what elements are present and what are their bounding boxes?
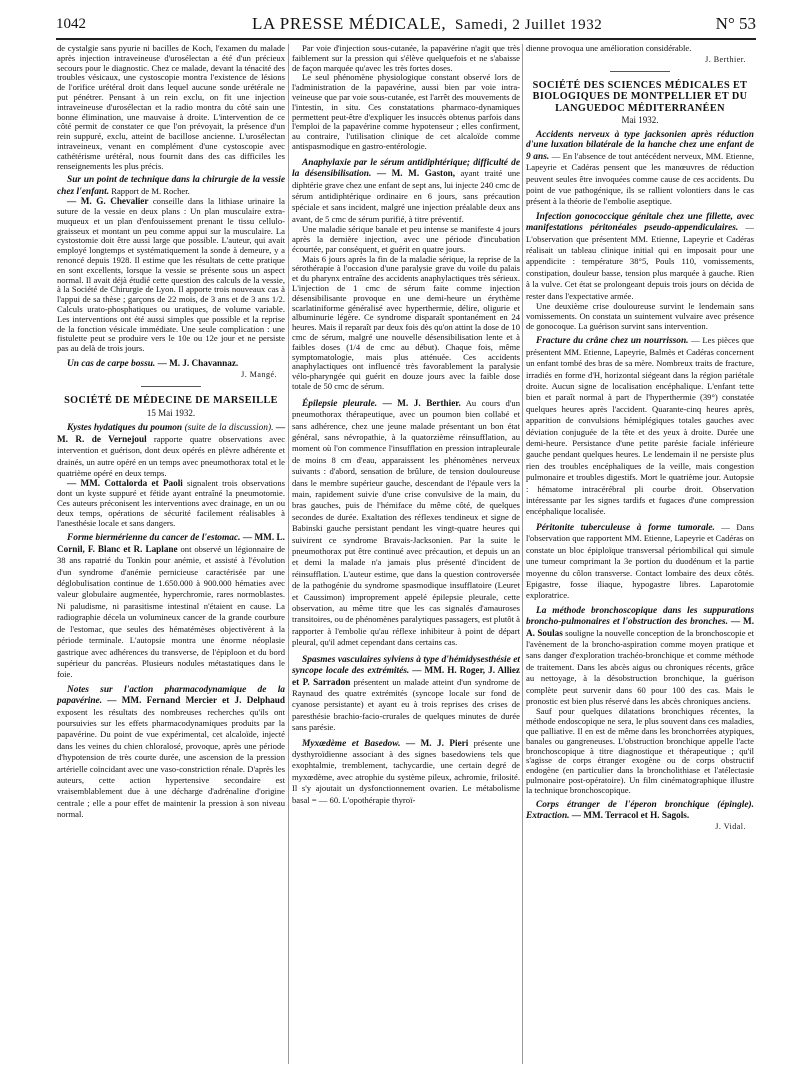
paragraph-text: signalent trois observations dont un kyste suppuré et fétide ayant entraîné la pneumotomie. Ces auteurs préconisent les interventions avec drainage, en un ou deux temps, opérations de sécurité facilement réalisables à l'anesthésie locale et sans dangers. — [57, 478, 285, 528]
article-title-text: Corps étranger de l'éperon bronchique (épingle). Extraction. — [526, 799, 754, 821]
paragraph-text: conseille dans la lithiase urinaire la suture de la vessie en deux plans : Un plan musculaire extra-muqueux et un plan d'enfouissement prenant le tissu cellulo-graisseux et montant un peu comme appui sur la musculaire. La cystostomie doit être aussi large que possible. L'auteur, qui avait employé longtemps et systématiquement la sonde à demeure, y a renoncé depuis 1928. Il estime que les résultats de cette pratique en sont excellents, lorsque la vessie se présente sous un aspect normal. Il avait déjà étudié cette question des calculs de la vessie, à la Société de Chirurgie de Lyon. Il apporte trois nouveaux cas à l'appui de sa thèse ; garçons de 22 mois, de 3 ans et de 3 ans 1/2. Calculs urato-phosphatiques ou uratiques, de volume variable. Les interventions ont été aussi simples que possible et la reprise de la fonction vésicale immédiate. Une seule complication : une fistulette peut se produire vers le 10e ou 12e jour et ne persiste pas au delà de trois jours. — [57, 196, 285, 354]
article-title-text: La méthode bronchoscopique dans les suppurations broncho-pulmonaires et l'obstruction des bronches. — [526, 605, 754, 628]
paragraph: Une deuxième crise douloureuse survint le lendemain sans vomissements. On constata un suintement vulvaire avec présence de gonocoque. La guérison survint sans intervention. — [526, 300, 754, 331]
article-title — [526, 800, 754, 822]
article-title-text: Fracture du crâne chez un nourrisson. — [536, 336, 689, 347]
article-title-text: Myxœdème et Basedow. — [302, 738, 401, 749]
author: — MM. L. Cornil, F. Blanc et R. Laplane — [57, 532, 285, 554]
signature: J. Berthier. — [705, 54, 746, 64]
article-title — [526, 606, 754, 708]
paragraph — [57, 197, 285, 354]
article-title-text: Notes sur l'action pharmacodynamique de la papavérine. — [57, 684, 285, 707]
article-title-text: Épilepsie pleurale. — [302, 398, 378, 409]
paragraph-text: rapporte quatre observations avec intervention et guérison, dont deux opérés en plèvre adhérente et drainés, un autre opéré en un temps avec pneumothorax total et le quatrième opéré en deux temps. — [57, 433, 286, 479]
header-rule — [56, 38, 756, 40]
article-title-text: Forme biermérienne du cancer de l'estomac. — [67, 533, 241, 544]
article-title — [57, 532, 285, 680]
author: — MM. H. Roger, J. Alliez et P. Sarradon — [292, 665, 520, 687]
article-title — [57, 685, 285, 821]
column-2 — [292, 44, 520, 806]
paragraph-text: Au cours d'un pneumothorax thérapeutique, avec un poumon bien collabé et sans adhérence, chez une jeune malade présentant un bon état général, sans névropathie, à la quatorzième réinsufflation, au moment où l'on commence l'insufflation en pression intrapleurale de moins 8 cm d'eau, apparaissent les phénomènes nerveux suivants : d'abord, sensation de brûlure, de tension douloureuse dans le membre supérieur gauche, descendant de l'épaule vers la main, rapidement suivie d'une crise convulsive de la main, du bras gauches, puis de l'hémiface du même côté, de quelques secondes de durée. Exaltation des réflexes tendineux et signe de Babinski gauche persistant pendant les vingt-quatre heures qui suivirent ce syndrome Bravais-Jacksonien. Par la suite le pneumothorax put être continué avec précaution, et depuis un an et demi la malade n'a jamais plus présenté d'incident de réinsufflation. L'auteur estime, que dans la question controversée de la pathogénie du syndrome spasmodique insufflatoire (Leuret et Caussimon) improprement appelé épilepsie pleurale, cette observation, au même titre que les cas signalés d'amauroses transitoires, ou de phénomènes paralytiques passagers, est plutôt à rapporter à l'embolie qu'au réflexe inhibiteur à point de départ pleural, qu'il admet cependant dans certains cas. — [292, 397, 520, 648]
column-divider — [288, 44, 289, 1064]
paragraph-text: souligne la nouvelle conception de la bronchoscopie et l'avènement de la broncho-aspiration comme moyen pratique et sans danger d'exploration trachéo-bronchique et comme méthode de traitement. Dans les abcès aigus ou chroniques récents, grâce au nettoyage, à la désobstruction bronchique, la guérison complète peut survenir dans 60 pour 100 des cas. Mais le pronostic est bien plus réservé dans les abcès chroniques anciens. — [526, 627, 755, 706]
article-title — [526, 130, 754, 208]
session-date: Mai 1932. — [621, 115, 659, 126]
society-heading: SOCIÉTÉ DES SCIENCES MÉDICALES ET BIOLOGIQUES DE MONTPELLIER ET DU LANGUEDOC MÉDITERRANÉEN — [532, 79, 748, 114]
separator — [610, 71, 670, 72]
signature: J. Mangé. — [241, 370, 277, 380]
article-title-text: Anaphylaxie par le sérum antidiphtérique; difficulté de la désensibilisation. — [292, 157, 520, 180]
paragraph-text: ayant traité une diphtérie grave chez une enfant de sept ans, lui injecte 240 cmc de sérum antidiphtérique ordinaire en 6 jours, sans précaution spéciale et sans incident, malgré une injection préalable deux ans avant, de 5 cmc de sérum purifié, à titre préventif. — [292, 168, 520, 224]
paragraph-text: — Dans l'observation que rapportent MM. Etienne, Lapeyrie et Cadéras on constate un bloc épiploïque transversal périombilical qui simule une tumeur comprimant la 3e portion du duodénum et la partie moyenne du côlon transverse. Contact lombaire des deux côtés. Epigastre, fosse iliaque, hypogastre libres. Laparotomie exploratrice. — [526, 521, 755, 601]
article-title-text: Kystes hydatiques du poumon — [67, 423, 183, 434]
paragraph: dienne provoqua une amélioration considérable. — [526, 43, 692, 53]
page-header — [56, 10, 756, 38]
paragraph: Une maladie sérique banale et peu intense se manifeste 4 jours après la dernière injection, avec une période d'incubation écourtée, par conséquent, et guérit en quatre jours. — [292, 224, 520, 254]
paragraph-text: — Les pièces que présentent MM. Etienne, Lapeyrie, Balmès et Cadéras concernent un enfant tombé des bras de sa mère. Nombreux traits de fracture, irradiés en forme d'H, horizontal siégeant dans la région pariétale droite. Aucun signe de localisation encéphalique. L'enfant tette bien et paraît normal à part de l'hyperthermie (39°) constatée quelques heures après l'accident. Quarante-cinq heures après, apparition de convulsions hémiplégiques totales gauches avec déviation conjuguée de la tête et des yeux à droite. Durée une demi-heure. Persistance d'une petite parésie faciale inférieure gauche pendant quelques heures. Le lendemain il ne persiste plus rien des troubles encéphaliques de la veille, mais congestion pulmonaire et troubles digestifs. Mort le quatrième jour. Autopsie : hématome intracérébral pli courbe droit. Observation intéressante par les signes tardifs et fugaces d'une compression encéphalique localisée. — [526, 335, 754, 517]
society-heading: SOCIÉTÉ DE MÉDECINE DE MARSEILLE — [64, 395, 278, 407]
paragraph: Le seul phénomène physiologique constant observé lors de l'administration de la papavérine, aussi bien par voie intra-veineuse que par voie sous-cutanée, est l'arrêt des mouvements de l'intestin, in situ. Ces constatations pharmaco-dynamiques permettent peut-être d'expliquer les insuccès obtenus parfois dans l'emploi de la papavérine comme hypotenseur ; elles confirment, au contraire, l'utilisation clinique de cet alcaloïde comme antispasmodique en gastro-entérologie. — [292, 72, 520, 151]
article-title-text: Infection gonococcique génitale chez une fillette, avec manifestations péritonéales pseudo-appendiculaires. — [526, 211, 754, 234]
article-title-text: Spasmes vasculaires sylviens à type d'hémidysesthésie et syncope locale des extrémités. — [292, 654, 520, 677]
signature: J. Vidal. — [715, 822, 746, 832]
author: — M. J. Pieri — [400, 737, 469, 748]
paragraph: de cystalgie sans pyurie ni bacilles de Koch, l'examen du malade après injection intraveineuse d'urosélectan a été d'un précieux secours pour le diagnostic. Chez ce malade, devant la ténacité des troubles vésicaux, une cystoscopie montra l'existence de lésions de l'orifice urétéral droit dans lequel aucune sonde urétérale ne put pénétrer. Pensant à un rein exclu, on fit une injection intraveineuse d'urosélectan et la radio montra du côté sain une bonne élimination, une mauvaise à droite. L'intervention de ce côté permit de constater ce que l'on prévoyait, la présence d'un rein suppuré, exclu, atteint de bacillose ancienne. L'urosélectan intraveineux, venant en complément d'une cystoscopie avec cathétérisme urétéral, nous fournit dans des cas difficiles les renseignements les plus précis. — [57, 43, 285, 171]
column-3 — [526, 44, 754, 835]
author: — MM. Cottalorda et Paoli — [67, 478, 183, 489]
article-title — [292, 655, 520, 734]
author: — M. A. Soulas — [526, 616, 755, 638]
article-title — [526, 335, 754, 518]
column-1 — [57, 44, 285, 821]
article-title — [292, 398, 520, 649]
article-title — [57, 358, 285, 369]
paragraph — [57, 479, 285, 528]
paragraph-text: — En l'absence de tout antécédent nerveux, MM. Etienne, Lapeyrie et Cadéras pensent que les manœuvres de réduction peuvent seules être invoquées comme cause de ces accidents. Du point de vue pathogénique, ils se rallient volontiers dans le cas présent à la théorie de l'embolie aseptique. — [526, 150, 754, 207]
paragraph-text: exposent les résultats des nombreuses recherches qu'ils ont poursuivies sur les effets pharmacodynamiques produits par la papavérine. Du point de vue expérimental, cet alcaloïde, injecté dans les veines du chien chloralosé, provoque, après une période d'hypotension de très courte durée, une ascension de la pression artérielle coïncidant avec une vaso-constriction rénale. D'après les auteurs, cette action hypertensive secondaire est vraisemblablement due à une décharge d'adrénaline d'origine centrale ; elle a pour effet de maintenir la pression à son niveau normal. — [57, 706, 285, 820]
paragraph: Sauf pour quelques dilatations bronchiques récentes, la méthode endoscopique ne sera, le plus souvent dans ces maladies, que palliative. Il en est de même dans les bronchorrées atypiques, banales ou gangreneuses. L'obstruction bronchique appelle l'acte bronchoscopique à titre diagnostique et thérapeutique ; qu'il s'agisse de corps étranger exogène ou de corps obstructif endogène (en particulier dans la broncholithiase et l'atélectasie pulmonaire post-opératoire). Un film cinématographique illustre la technique bronchoscopique. — [526, 706, 754, 795]
journal-title-line — [252, 14, 602, 34]
author: — M. J. Berthier. — [377, 397, 461, 408]
article-title-text: Sur un point de technique dans la chirurgie de la vessie chez l'enfant. — [57, 175, 285, 197]
paragraph: Par voie d'injection sous-cutanée, la papavérine n'agit que très faiblement sur la pression qui s'élève quelquefois et ne s'abaisse de façon marquée qu'avec les très fortes doses. — [292, 43, 520, 73]
paragraph-text: présentent un malade atteint d'un syndrome de Raynaud des quatre extrémités (syncope locale sur fond de cyanose persistante) et ayant eu à trois reprises des crises de paresthésie brachio-facio-crurales de quelques minutes de durée sans parésie. — [292, 676, 520, 733]
author: — M. J. Chavannaz. — [155, 357, 239, 368]
paragraph-text: ont observé un légionnaire de 38 ans rapatrié du Tonkin pour anémie, et assisté à l'évolution d'un syndrome d'anémie pernicieuse caractérisée par une déglobulisation continue de 1.650.000 à 900.000 hématies avec valeur globulaire augmentée, hyperchromie, rares normoblastes. Ni paludisme, ni parasitisme intestinal n'étaient en cause. La radiographie décela un volumineux cancer de la grande courbure de l'estomac, que seules des hématémèses objectivèrent à la période terminale. L'autopsie montra une énorme néoplasie gastrique avec adhérences du transverse, de l'épiploon et du bord supérieur du pancréas. Plusieurs nodules métastatiques dans le foie. — [57, 543, 285, 680]
paragraph-text: présente une dysthyroïdienne associant à des signes basedowiens tels que exophtalmie, tremblement, tachycardie, une certain degré de myxœdème, avec atrophie du système pileux, achromie, frilosité. Il s'y ajoutait un dysfonctionnement ovarien. Le métabolisme basal = — 60. L'opothérapie thyroï- — [292, 737, 520, 805]
article-title — [57, 175, 285, 197]
author: — MM. Fernand Mercier et J. Delphaud — [102, 695, 285, 706]
separator — [141, 386, 201, 387]
article-title-text: Péritonite tuberculeuse à forme tumorale. — [536, 522, 715, 533]
column-divider — [522, 44, 523, 1064]
article-title — [292, 158, 520, 225]
article-title — [526, 522, 754, 602]
paragraph-text: — L'observation que présentent MM. Etienne, Lapeyrie et Cadéras réalisait un tableau clinique initial qui en imposait pour une appendicite : température 38°5, Pouls 110, vomissements, constipation, douleur basse, tension plus marquée à gauche. Rien à la vulve. Cet état se prolongeant depuis trois jours on décida de rester dans l'expectative armée. — [526, 222, 754, 301]
article-title — [57, 422, 285, 479]
title-note: (suite de la discussion). — [182, 423, 274, 434]
issue-number: N° 53 — [715, 14, 756, 33]
journal-title: LA PRESSE MÉDICALE, — [252, 14, 447, 33]
page-number: 1042 — [56, 16, 86, 32]
article-title — [526, 212, 754, 302]
author: — M. G. Chevalier — [67, 196, 149, 207]
article-title-text: Accidents nerveux à type jacksonien après réduction d'une luxation bilatérale de la hanche chez une enfant de 9 ans. — [526, 129, 754, 162]
report-note: Rapport de M. Rocher. — [109, 185, 190, 196]
issue-date: Samedi, 2 Juillet 1932 — [455, 17, 603, 33]
paragraph: Mais 6 jours après la fin de la maladie sérique, la reprise de la sérothérapie à l'occasion d'une paralysie grave du voile du palais et du pharynx entraîne des accidents anaphylactiques très sérieux. L'injection de 1 cmc de sérum faite comme injection désensibilisante provoque en une demi-heure un érythème scarlatiniforme généralisé avec hyperthermie, délire, oligurie et albuminurie légère. Ce syndrome disparaît spontanément en 24 heures. Mais il reparaît par deux fois dès qu'on attint la dose de 10 cmc de sérum, malgré une nouvelle désensibilisation lente et à faibles doses (1/4 de cmc au début). Chaque fois, même symptomatologie, mais plus atténuée. Ces accidents anaphylactiques ont influencé très favorablement la paralysie vélo-pharyngée qui guérit en douze jours avec la faible dose totale de 50 cmc de sérum. — [292, 253, 520, 391]
article-title-text: Un cas de carpe bossu. — [67, 358, 156, 369]
author: — M. R. de Vernejoul — [57, 422, 285, 444]
author: — MM. Terracol et H. Sagols. — [569, 809, 690, 820]
article-title — [292, 738, 520, 806]
session-date: 15 Mai 1932. — [146, 407, 196, 418]
author: — M. M. Gaston, — [371, 168, 456, 179]
